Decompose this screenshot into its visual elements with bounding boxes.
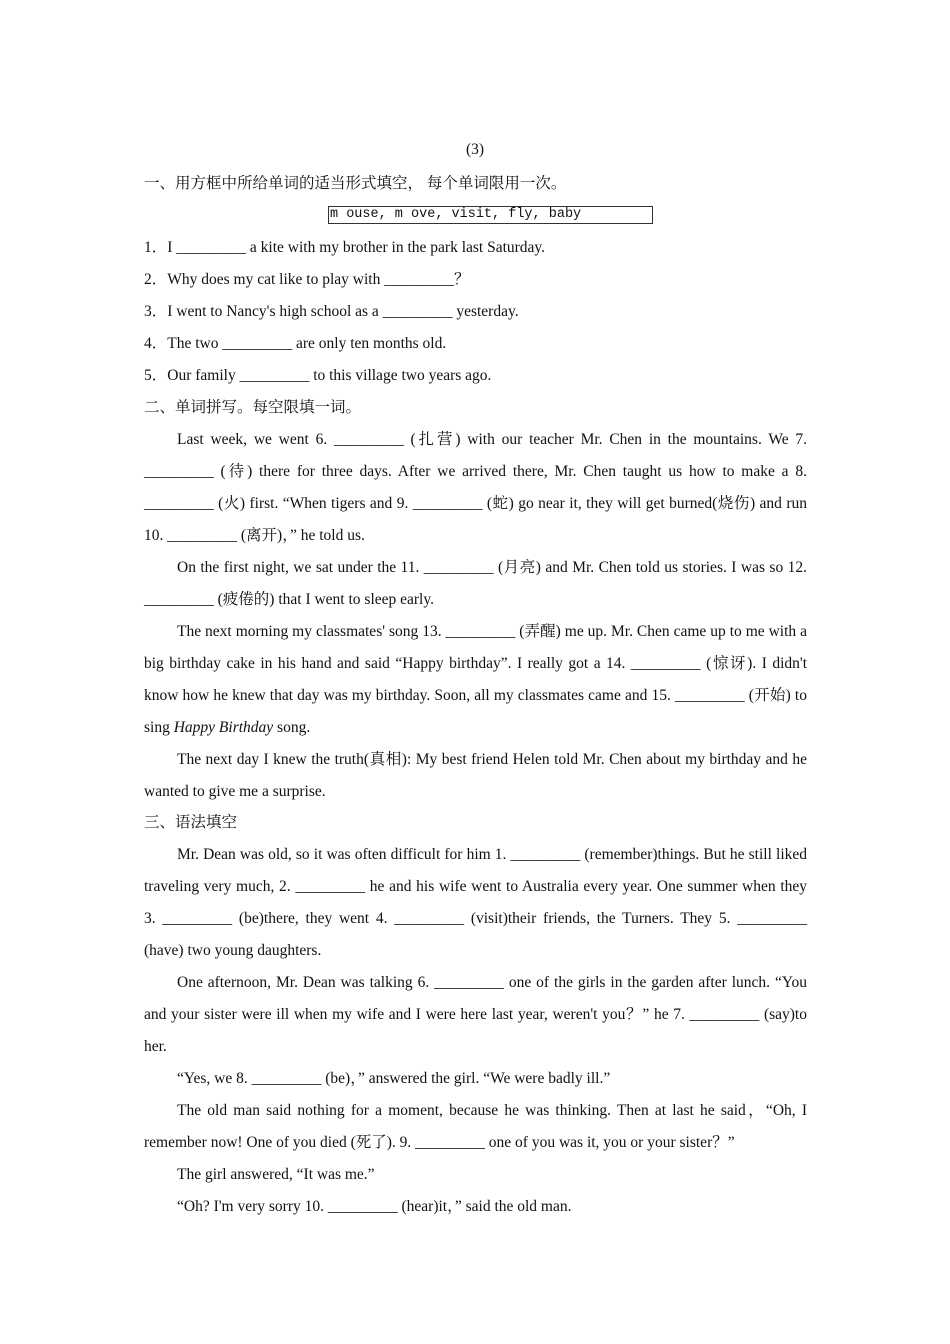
section3-paragraph-3: “Yes, we 8. _________ (be)，” answered the girl. “We were badly ill.” [177,1070,611,1087]
section3-paragraph-1: Mr. Dean was old, so it was often difficult for him 1. _________ (remember)things. But he still liked traveling very much, 2. _________ he and his wife went to Australia every year. One summer when they 3. _________ (be)there, they went 4. _________ (visit)their friends, the Turners. They 5. _________ (have) two young daughters. [144,846,807,959]
section2-paragraph-3-end: song. [273,719,311,736]
word-box: m ouse, m ove, visit, fly, baby [328,206,653,224]
exercise-item-4: 4．The two _________ are only ten months old. [144,335,447,352]
section3-heading: 三、语法填空 [144,814,238,831]
exercise-item-3: 3．I went to Nancy's high school as a _________ yesterday. [144,303,519,320]
section3-paragraph-6: “Oh? I'm very sorry 10. _________ (hear)it，” said the old man. [177,1198,572,1215]
exercise-item-2: 2．Why does my cat like to play with _________？ [144,271,470,288]
exercise-item-5: 5．Our family _________ to this village two years ago. [144,367,492,384]
section3-paragraph-5: The girl answered, “It was me.” [177,1166,375,1183]
section3-paragraph-2: One afternoon, Mr. Dean was talking 6. _________ one of the girls in the garden after lunch. “You and your sister were ill when my wife and I were here last year, weren't you？” he 7. _________ (say)to her. [144,974,807,1055]
section2-paragraph-3 [144,616,807,744]
section2-paragraph-2: On the first night, we sat under the 11. _________ (月亮) and Mr. Chen told us stories. I was so 12. _________ (疲倦的) that I went to sleep early. [144,559,807,608]
page-title: (3) [465,141,485,158]
section3-paragraph-4: The old man said nothing for a moment, because he was thinking. Then at last he said，“Oh, I remember now! One of you died (死了). 9. _________ one of you was it, you or your sister？” [144,1102,807,1151]
section1-heading: 一、用方框中所给单词的适当形式填空， 每个单词限用一次。 [144,175,567,192]
song-title: Happy Birthday [173,719,274,736]
section2-paragraph-3-text: The next morning my classmates' song 13. _________ (弄醒) me up. Mr. Chen came up to me with a big birthday cake in his hand and said “Happy birthday”. I really got a 14. _________ (惊讶). I didn't know how he knew that day was my birthday. Soon, all my classmates came and 15. _________ (开始) to sing [144,623,807,736]
section2-paragraph-1: Last week, we went 6. _________ (扎营) with our teacher Mr. Chen in the mountains. We 7. _________ (待) there for three days. After we arrived there, Mr. Chen taught us how to make a 8. _________ (火) first. “When tigers and 9. _________ (蛇) go near it, they will get burned(烧伤) and run 10. _________ (离开)，” he told us. [144,431,807,544]
section2-heading: 二、单词拼写。每空限填一词。 [144,399,362,416]
exercise-item-1: 1．I _________ a kite with my brother in the park last Saturday. [144,239,546,256]
section2-paragraph-4: The next day I knew the truth(真相): My best friend Helen told Mr. Chen about my birthday and he wanted to give me a surprise. [144,751,807,800]
